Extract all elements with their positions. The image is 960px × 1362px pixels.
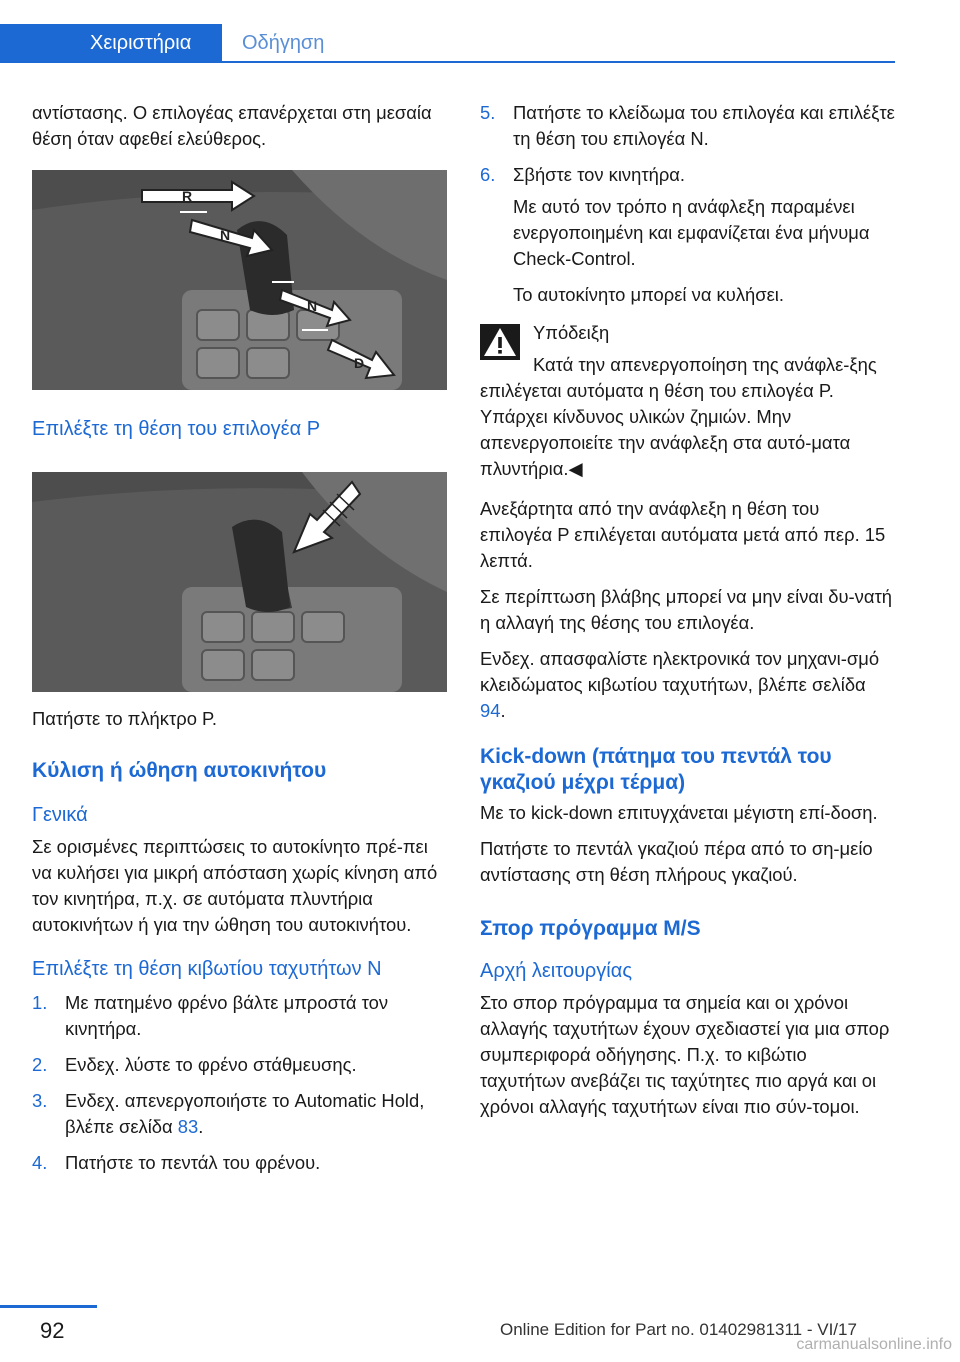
- warning-triangle-icon: [480, 324, 520, 360]
- p-button-illustration: [32, 472, 447, 692]
- step-text: Ενδεχ. απενεργοποιήστε το Automatic Hold, βλέπε σελίδα: [65, 1090, 425, 1137]
- tab-driving[interactable]: Οδήγηση: [242, 32, 325, 54]
- list-item: [32, 1052, 447, 1078]
- step-number: 4.: [32, 1152, 48, 1173]
- list-item: [32, 990, 447, 1042]
- steps-list-right: [480, 100, 895, 188]
- step-text: Ενδεχ. λύστε το φρένο στάθμευσης.: [65, 1054, 357, 1075]
- heading-select-n: Επιλέξτε τη θέση κιβωτίου ταχυτήτων N: [32, 958, 382, 980]
- watermark: carmanualsonline.info: [796, 1336, 952, 1353]
- page-link-83[interactable]: 83: [177, 1116, 199, 1137]
- figure-caption-p: Επιλέξτε τη θέση του επιλογέα P: [32, 418, 321, 440]
- step-number: 3.: [32, 1090, 48, 1111]
- heading-sport-program: Σπορ πρόγραμμα M/S: [480, 917, 701, 940]
- steps-list-left: [32, 990, 447, 1176]
- step-text: Πατήστε το πεντάλ του φρένου.: [65, 1152, 321, 1173]
- label-n-lower: N: [307, 298, 318, 314]
- kickdown-text-1: Με το kick-down επιτυγχάνεται μέγιστη επί-δοση.: [480, 802, 878, 823]
- tab-controls[interactable]: Χειριστήρια: [0, 24, 222, 62]
- header-rule: [0, 61, 895, 63]
- step-number: 6.: [480, 164, 496, 185]
- label-r: R: [182, 188, 193, 204]
- step-number: 1.: [32, 992, 48, 1013]
- kickdown-text-2: Πατήστε το πεντάλ γκαζιού πέρα από το ση-μείο αντίστασης στη θέση πλήρους γκαζιού.: [480, 838, 873, 885]
- edition-text: Online Edition for Part no. 01402981311 - VI/17: [500, 1320, 857, 1339]
- general-text: Σε ορισμένες περιπτώσεις το αυτοκίνητο πρέ-πει να κυλήσει για μικρή απόσταση χωρίς κίνηση από τον κινητήρα, π.χ. σε αυτόματα πλυντήρια αυτοκινήτων ή για την ώθηση του αυτοκινήτου.: [32, 836, 438, 935]
- label-d: D: [354, 355, 365, 371]
- page-link-94[interactable]: 94: [480, 700, 501, 721]
- note-text: [480, 352, 895, 482]
- intro-text: αντίστασης. Ο επιλογέας επανέρχεται στη μεσαία θέση όταν αφεθεί ελεύθερος.: [32, 102, 432, 149]
- label-n-upper: N: [220, 227, 231, 243]
- list-item: [480, 162, 895, 188]
- header: [0, 0, 960, 62]
- unlock-text-body: Ενδεχ. απασφαλίστε ηλεκτρονικά τον μηχανι-σμό κλειδώματος κιβωτίου ταχυτήτων, βλέπε σελίδα: [480, 648, 880, 695]
- heading-rolling: Κύλιση ή ώθηση αυτοκινήτου: [32, 759, 327, 782]
- list-item: [32, 1088, 447, 1140]
- heading-principle: Αρχή λειτουργίας: [480, 960, 632, 982]
- step6-result: Το αυτοκίνητο μπορεί να κυλήσει.: [513, 284, 784, 305]
- page-number: 92: [40, 1318, 65, 1343]
- right-column: [480, 100, 895, 1130]
- figure-p-button: [32, 472, 447, 692]
- press-p-text: Πατήστε το πλήκτρο P.: [32, 708, 218, 729]
- step-text: Σβήστε τον κινητήρα.: [513, 164, 686, 185]
- warning-note: [480, 320, 895, 482]
- step-text: Πατήστε το κλείδωμα του επιλογέα και επιλέξτε τη θέση του επιλογέα N.: [513, 102, 895, 149]
- unlock-text-end: .: [500, 700, 506, 721]
- fault-text: Σε περίπτωση βλάβης μπορεί να μην είναι δυ-νατή η αλλαγή της θέσης του επιλογέα.: [480, 586, 892, 633]
- step-number: 5.: [480, 102, 496, 123]
- note-title: Υπόδειξη: [533, 322, 610, 343]
- left-column: [32, 100, 447, 1186]
- step-text-end: .: [198, 1116, 204, 1137]
- selector-lever-illustration: [32, 170, 447, 390]
- step-text: Με πατημένο φρένο βάλτε μπροστά τον κινητήρα.: [65, 992, 389, 1039]
- step6-detail: Με αυτό τον τρόπο η ανάφλεξη παραμένει ενεργοποιημένη και εμφανίζεται ένα μήνυμα Check-Control.: [513, 196, 870, 269]
- sport-text: Στο σπορ πρόγραμμα τα σημεία και οι χρόνοι αλλαγής ταχυτήτων έχουν σχεδιαστεί για μια σπορ συμπεριφορά οδήγησης. Π.χ. το κιβώτιο ταχυτήτων ανεβάζει τις ταχύτητες πιο αργά και οι χρόνοι αλλαγής ταχυτήτων είναι πιο σύν-τομοι.: [480, 992, 890, 1117]
- footer-rule: [0, 1305, 97, 1308]
- figure-selector-positions: [32, 170, 447, 390]
- heading-general: Γενικά: [32, 804, 88, 826]
- auto-p-text: Ανεξάρτητα από την ανάφλεξη η θέση του επιλογέα P επιλέγεται αυτόματα μετά από περ. 15 λεπτά.: [480, 498, 886, 571]
- heading-kickdown: Kick-down (πάτημα του πεντάλ του γκαζιού μέχρι τέρμα): [480, 745, 832, 794]
- step-number: 2.: [32, 1054, 48, 1075]
- note-body: Κατά την απενεργοποίηση της ανάφλε-ξης επιλέγεται αυτόματα η θέση του επιλογέα P. Υπάρχει κίνδυνος υλικών ζημιών. Μην απενεργοποιείτε την ανάφλεξη στα αυτό-ματα πλυντήρια.◀: [480, 354, 877, 479]
- unlock-text: [480, 646, 895, 724]
- list-item: [32, 1150, 447, 1176]
- list-item: [480, 100, 895, 152]
